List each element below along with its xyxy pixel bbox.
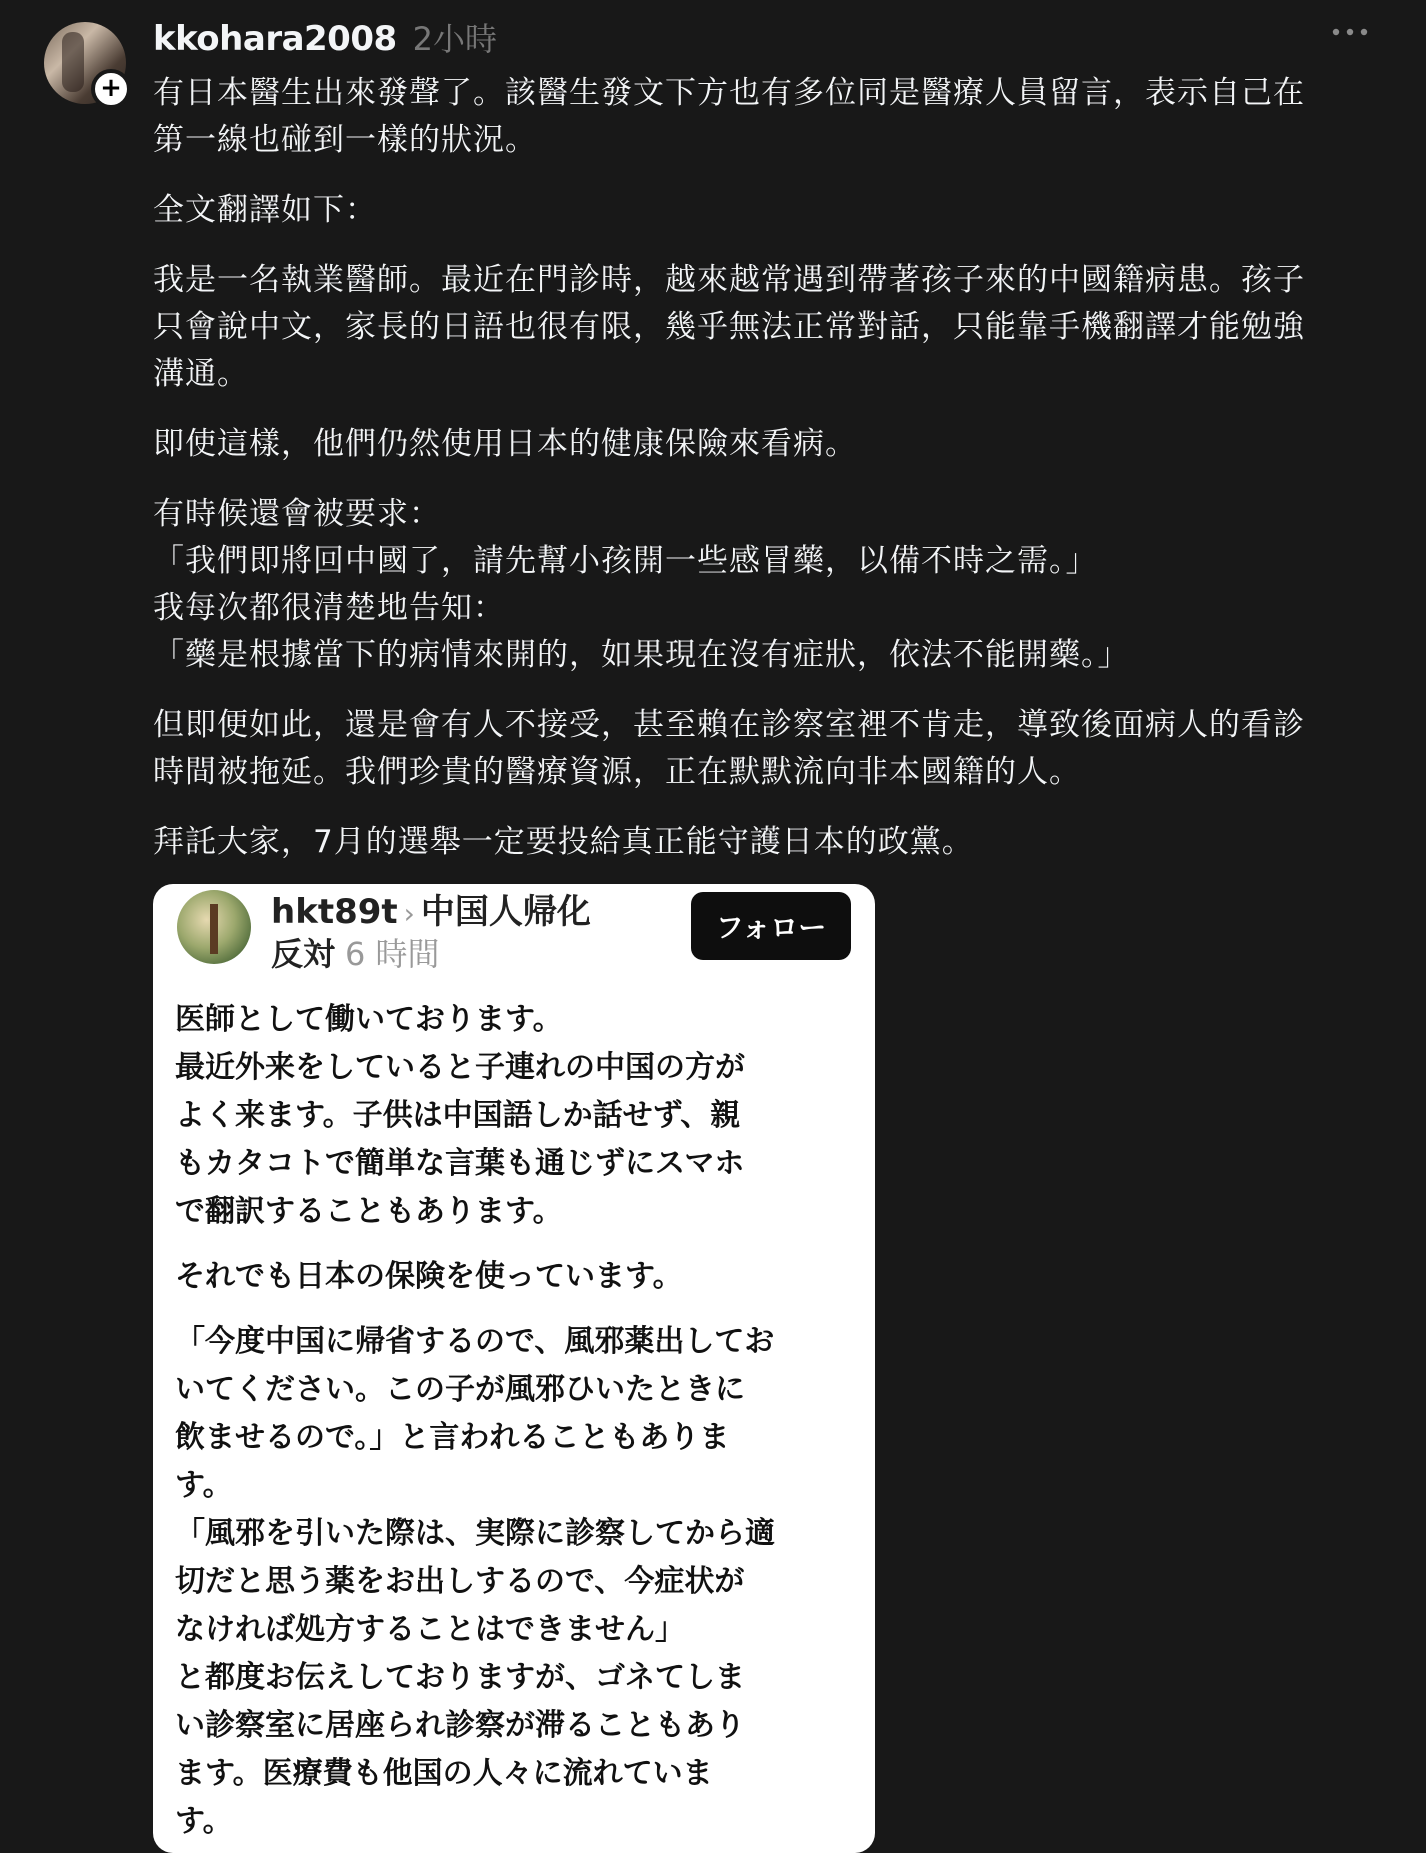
text-line: 有日本醫生出來發聲了。該醫生發文下方也有多位同是醫療人員留言，表示自己在 xyxy=(153,75,1305,111)
embedded-follow-button: フォロー xyxy=(691,892,851,960)
embedded-topic-cont: 反対 xyxy=(271,935,336,973)
embedded-timestamp: 6 時間 xyxy=(345,935,440,973)
text-line: 飲ませるので。」と言われることもありま xyxy=(175,1420,730,1455)
embedded-paragraph xyxy=(175,1318,855,1846)
chevron-right-icon: › xyxy=(403,897,415,930)
text-line: 「今度中国に帰省するので、風邪薬出してお xyxy=(175,1324,775,1359)
embedded-body xyxy=(175,996,855,1853)
timestamp: 2小時 xyxy=(412,20,498,58)
text-line: 時間被拖延。我們珍貴的醫療資源，正在默默流向非本國籍的人。 xyxy=(153,754,1081,790)
embedded-header-line2 xyxy=(271,929,440,975)
text-line: で翻訳することもあります。 xyxy=(175,1194,563,1229)
text-line: い診察室に居座られ診察が滞ることもあり xyxy=(175,1708,745,1743)
post-paragraph xyxy=(153,819,1383,866)
username[interactable]: kkohara2008 xyxy=(153,19,397,59)
embedded-header xyxy=(271,884,591,933)
post-paragraph xyxy=(153,187,1383,234)
more-horizontal-icon[interactable] xyxy=(1330,20,1370,44)
text-line: 切だと思う薬をお出しするので、今症状が xyxy=(175,1564,745,1599)
text-line: 拜託大家，7月的選舉一定要投給真正能守護日本的政黨。 xyxy=(153,824,974,860)
embedded-username: hkt89t xyxy=(271,892,398,932)
text-line: と都度お伝えしておりますが、ゴネてしま xyxy=(175,1660,745,1695)
post-body xyxy=(153,70,1383,889)
text-line: もカタコトで簡単な言葉も通じずにスマホ xyxy=(175,1146,745,1181)
text-line: 即使這樣，他們仍然使用日本的健康保險來看病。 xyxy=(153,426,857,462)
post-paragraph xyxy=(153,421,1383,468)
text-line: ます。医療費も他国の人々に流れていま xyxy=(175,1756,713,1791)
text-line: す。 xyxy=(175,1804,233,1839)
text-line: 第一線也碰到一樣的狀況。 xyxy=(153,122,537,158)
text-line: よく来ます。子供は中国語しか話せず、親 xyxy=(175,1098,741,1133)
embedded-topic: 中国人帰化 xyxy=(420,892,591,932)
text-line: 但即便如此，還是會有人不接受，甚至賴在診察室裡不肯走，導致後面病人的看診 xyxy=(153,707,1305,743)
text-line: 最近外来をしていると子連れの中国の方が xyxy=(175,1050,745,1085)
text-line: いてください。この子が風邪ひいたときに xyxy=(175,1372,745,1407)
text-line: す。 xyxy=(175,1468,233,1503)
embedded-avatar xyxy=(177,890,251,964)
text-line: 有時候還會被要求： xyxy=(153,496,441,532)
embedded-paragraph xyxy=(175,996,855,1236)
text-line: 「風邪を引いた際は、実際に診察してから適 xyxy=(175,1516,775,1551)
post-paragraph xyxy=(153,70,1383,164)
follow-plus-button[interactable]: + xyxy=(91,69,131,109)
text-line: 我每次都很清楚地告知： xyxy=(153,590,505,626)
text-line: それでも日本の保険を使っています。 xyxy=(175,1259,683,1294)
text-line: 「藥是根據當下的病情來開的，如果現在沒有症狀，依法不能開藥。」 xyxy=(153,637,1130,673)
text-line: なければ処方することはできません」 xyxy=(175,1612,685,1647)
text-line: 全文翻譯如下： xyxy=(153,192,377,228)
text-line: 只會說中文，家長的日語也很有限，幾乎無法正常對話，只能靠手機翻譯才能勉強 xyxy=(153,309,1305,345)
post-paragraph xyxy=(153,702,1383,796)
text-line: 医師として働いております。 xyxy=(175,1002,563,1037)
post-paragraph xyxy=(153,257,1383,398)
text-line: 溝通。 xyxy=(153,356,249,392)
post-header xyxy=(153,14,497,64)
text-line: 我是一名執業醫師。最近在門診時，越來越常遇到帶著孩子來的中國籍病患。孩子 xyxy=(153,262,1305,298)
embedded-post-image[interactable] xyxy=(153,884,875,1853)
embedded-paragraph xyxy=(175,1253,855,1301)
text-line: 「我們即將回中國了，請先幫小孩開一些感冒藥，以備不時之需。」 xyxy=(153,543,1098,579)
post-paragraph xyxy=(153,491,1383,679)
